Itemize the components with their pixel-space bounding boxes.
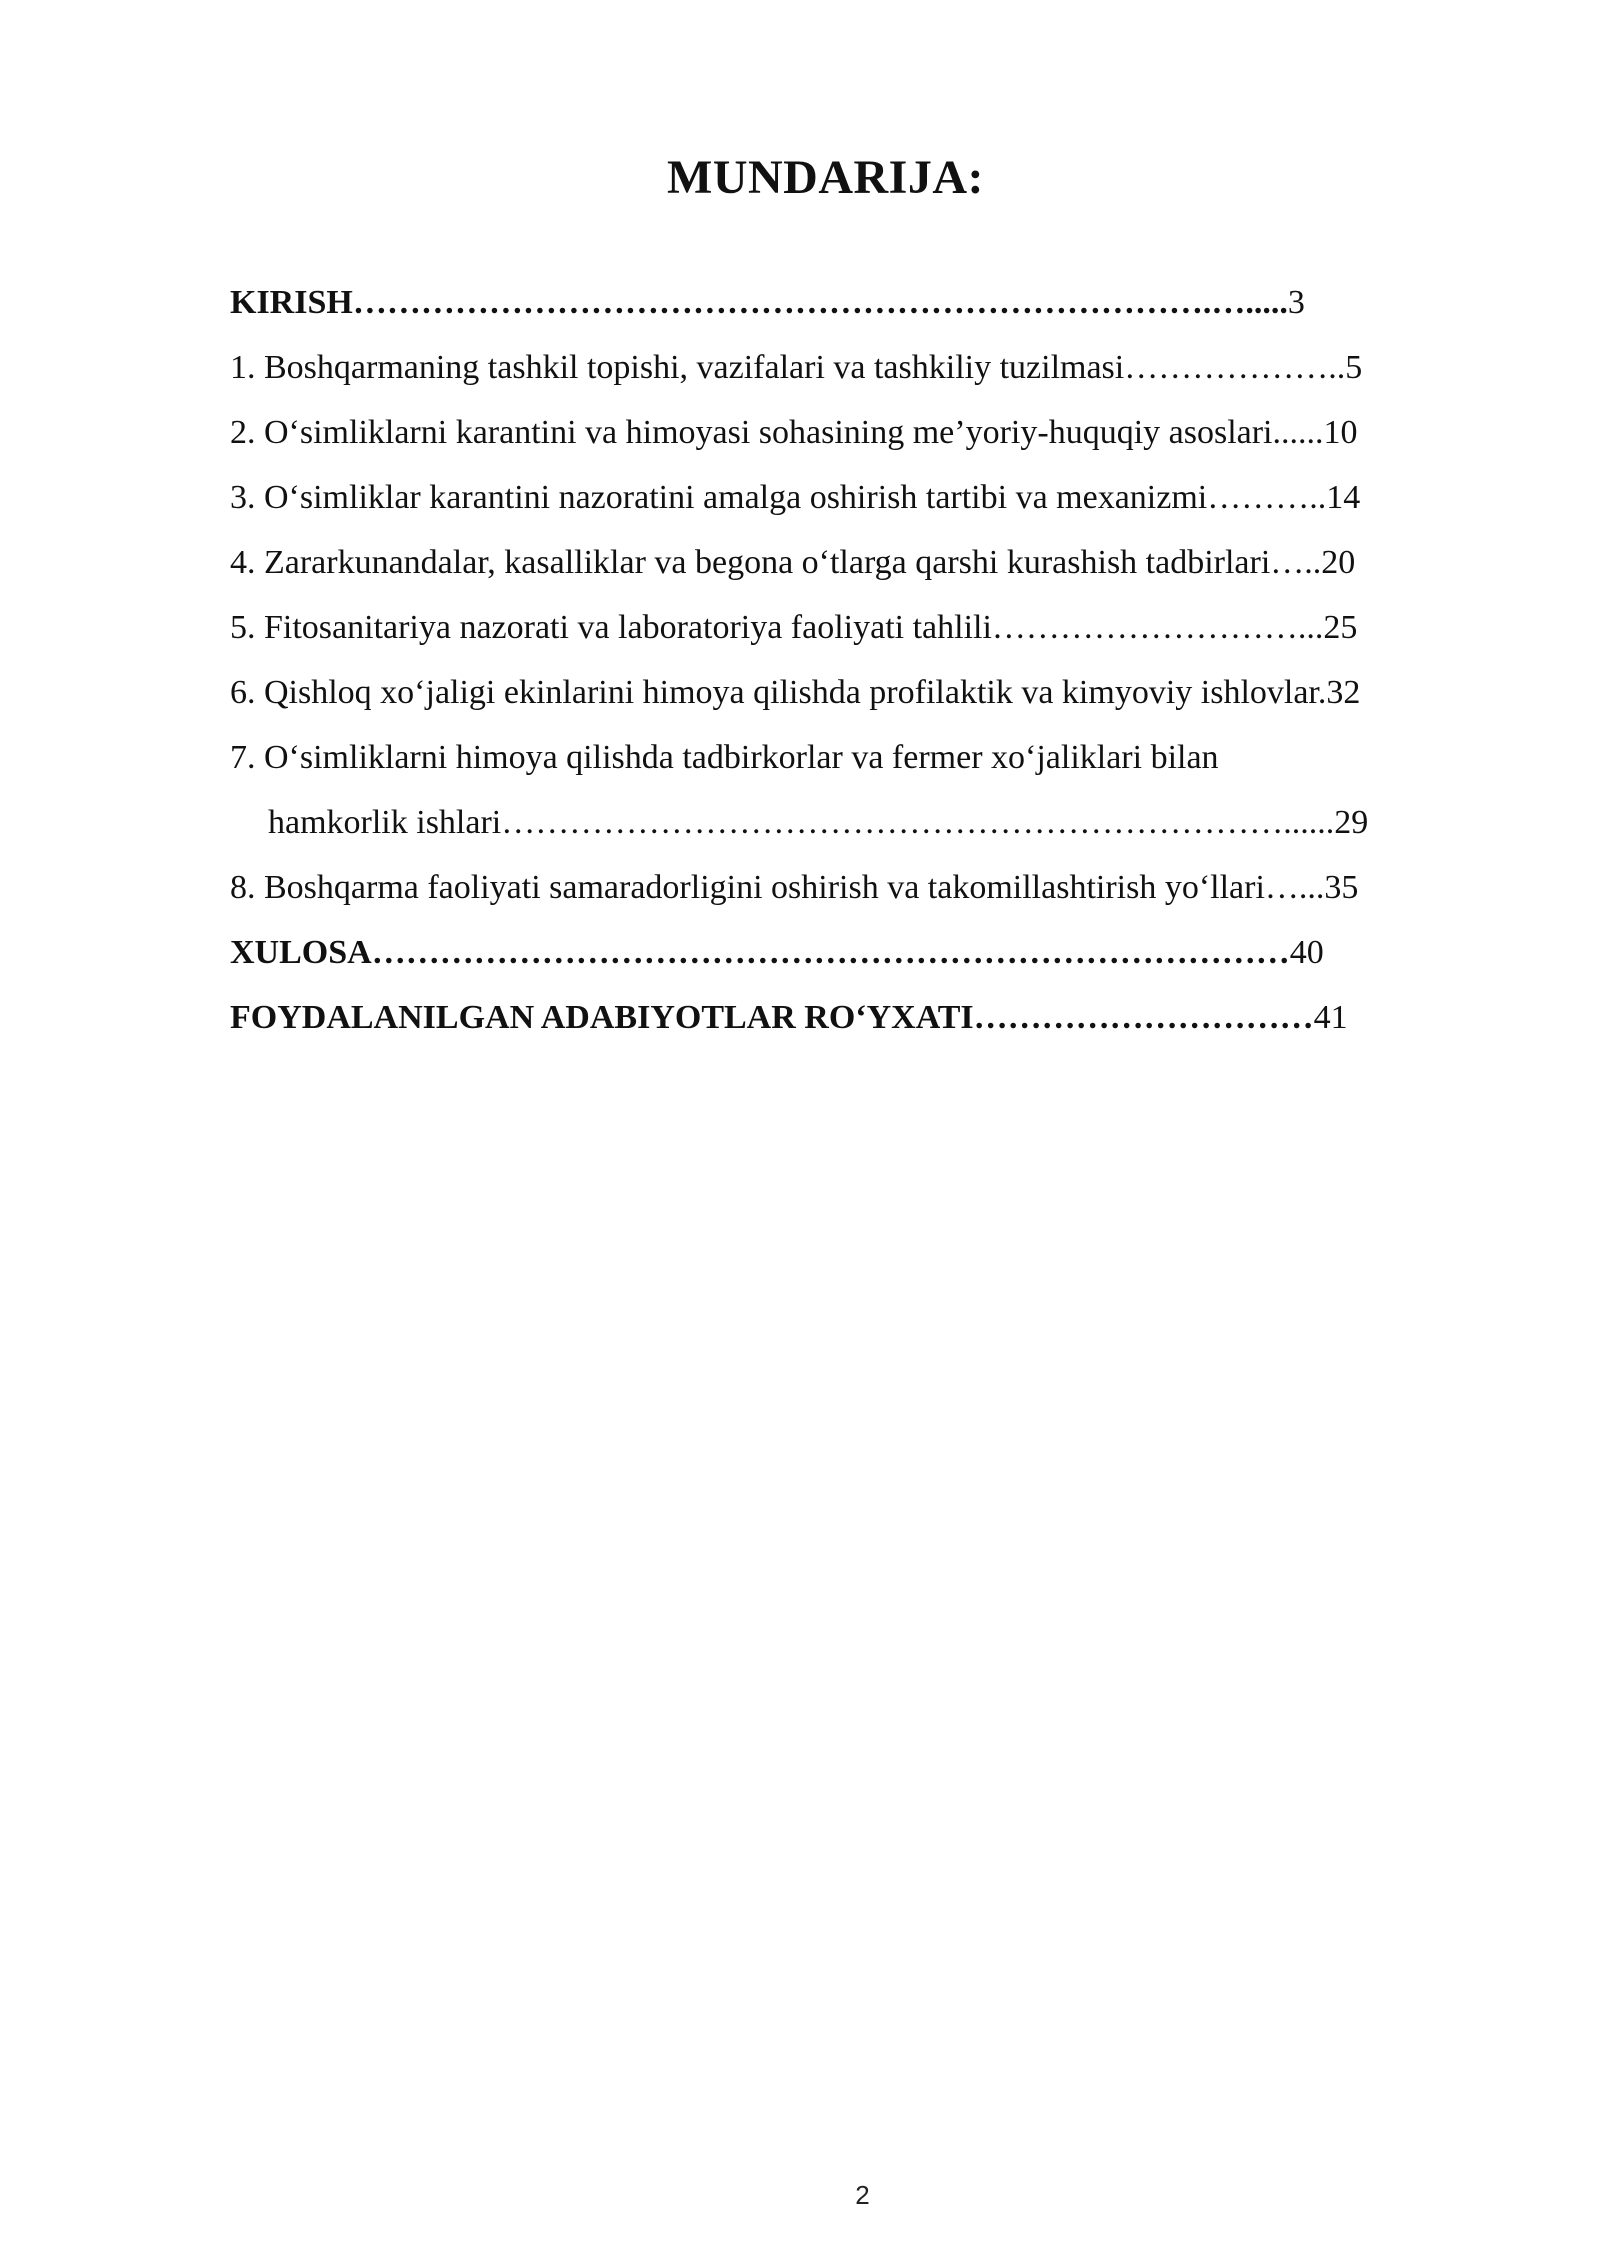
toc-entry-text: 8. Boshqarma faoliyati samaradorligini oshirish va takomillashtirish yo‘llari…... bbox=[230, 869, 1325, 906]
toc-entry-text: 5. Fitosanitariya nazorati va laboratoriya faoliyati tahlili………………………... bbox=[230, 609, 1324, 646]
toc-entry-chapter-8[interactable] bbox=[230, 855, 1490, 920]
toc-page-number: 41 bbox=[1313, 999, 1348, 1036]
toc-page-number: 35 bbox=[1324, 869, 1359, 906]
toc-entry-text: FOYDALANILGAN ADABIYOTLAR RO‘YXATI………………………… bbox=[230, 999, 1314, 1036]
toc-page-number: 14 bbox=[1326, 479, 1361, 516]
toc-entry-xulosa[interactable] bbox=[230, 920, 1490, 985]
page-number: 2 bbox=[855, 2180, 870, 2210]
toc-entry-text: 2. O‘simliklarni karantini va himoyasi sohasining me’yoriy-huquqiy asoslari...... bbox=[230, 414, 1324, 451]
toc-page-number: 3 bbox=[1287, 284, 1305, 321]
toc-entry-chapter-4[interactable] bbox=[230, 530, 1490, 595]
toc-entry-text: XULOSA……………………………………………………………………… bbox=[230, 934, 1290, 971]
toc-entry-chapter-1[interactable] bbox=[230, 335, 1490, 400]
toc-entry-chapter-7[interactable] bbox=[230, 725, 1490, 855]
toc-entry-text: 3. O‘simliklar karantini nazoratini amalga oshirish tartibi va mexanizmi……….. bbox=[230, 479, 1327, 516]
toc-page-number: 29 bbox=[1334, 804, 1369, 841]
toc-entry-text: KIRISH………………………………………………………………….…..... bbox=[230, 284, 1288, 321]
page-title: MUNDARIJA: bbox=[667, 151, 984, 204]
toc-page-number: 20 bbox=[1321, 544, 1356, 581]
toc-page-number: 5 bbox=[1345, 349, 1363, 386]
toc-entry-chapter-5[interactable] bbox=[230, 595, 1490, 660]
toc-entry-text-line-2 bbox=[230, 790, 1490, 855]
toc-entry-text: 4. Zararkunandalar, kasalliklar va begona o‘tlarga qarshi kurashish tadbirlari….. bbox=[230, 544, 1322, 581]
toc-page-number: 32 bbox=[1326, 674, 1361, 711]
toc-page-number: 40 bbox=[1289, 934, 1324, 971]
table-of-contents bbox=[230, 270, 1490, 1050]
toc-page-number: 25 bbox=[1323, 609, 1358, 646]
toc-entry-text-line-1: 7. O‘simliklarni himoya qilishda tadbirkorlar va fermer xo‘jaliklari bilan bbox=[230, 739, 1219, 776]
toc-entry-chapter-6[interactable] bbox=[230, 660, 1490, 725]
toc-entry-text: hamkorlik ishlari……………………………………………………………...... bbox=[268, 804, 1335, 841]
toc-entry-chapter-2[interactable] bbox=[230, 400, 1490, 465]
toc-entry-text: 1. Boshqarmaning tashkil topishi, vazifalari va tashkiliy tuzilmasi……………….. bbox=[230, 349, 1346, 386]
toc-entry-kirish[interactable] bbox=[230, 270, 1490, 335]
toc-entry-references[interactable] bbox=[230, 985, 1490, 1050]
toc-page-number: 10 bbox=[1323, 414, 1358, 451]
toc-entry-chapter-3[interactable] bbox=[230, 465, 1490, 530]
toc-entry-text: 6. Qishloq xo‘jaligi ekinlarini himoya qilishda profilaktik va kimyoviy ishlovlar. bbox=[230, 674, 1327, 711]
